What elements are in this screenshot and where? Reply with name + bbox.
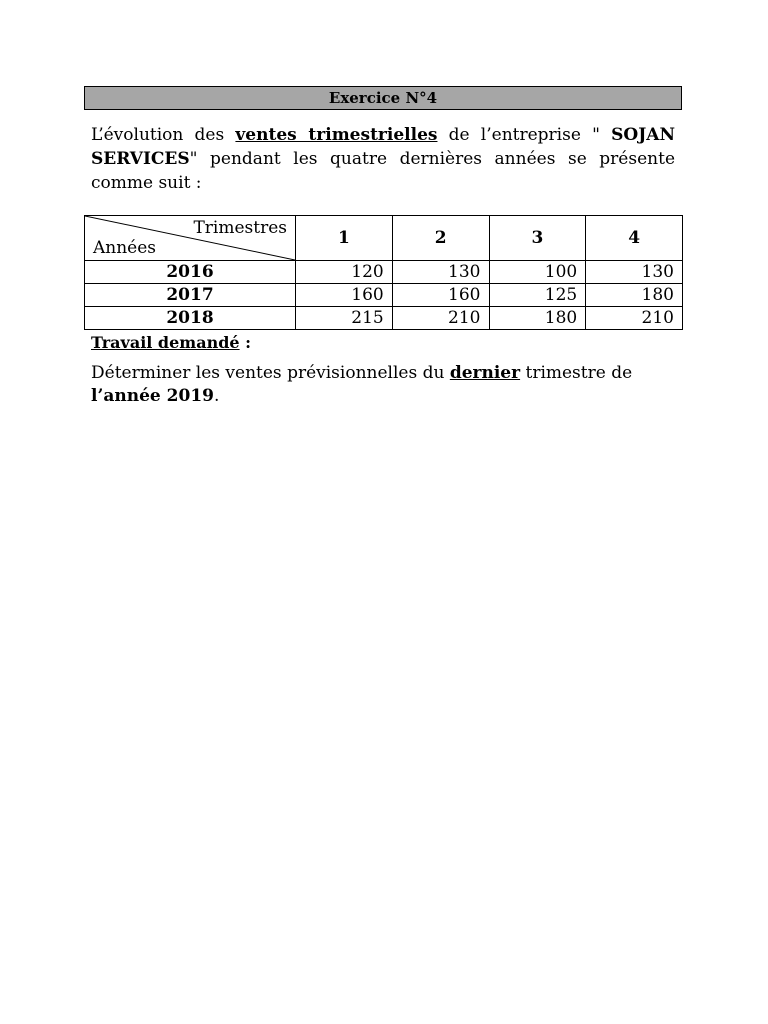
- table-header-row: [85, 216, 683, 261]
- task-text-1: Déterminer les ventes prévisionnelles du: [91, 363, 450, 383]
- value-cell: 130: [586, 261, 683, 284]
- quarter-header-1: 1: [296, 216, 393, 261]
- company-name: SOJAN SERVICES: [91, 125, 675, 169]
- quarter-header-2: 2: [392, 216, 489, 261]
- task-emphasis: dernier: [449, 363, 521, 383]
- value-cell: 180: [489, 307, 586, 330]
- value-cell: 180: [586, 284, 683, 307]
- intro-emphasis: ventes trimestrielles: [235, 125, 438, 145]
- value-cell: 160: [392, 284, 489, 307]
- exercise-title: Exercice N°4: [84, 86, 682, 110]
- value-cell: 100: [489, 261, 586, 284]
- task-heading-colon: :: [239, 333, 252, 352]
- value-cell: 130: [392, 261, 489, 284]
- intro-text-3: " pendant les quatre dernières années se présente comme suit :: [91, 149, 675, 193]
- value-cell: 210: [392, 307, 489, 330]
- value-cell: 125: [489, 284, 586, 307]
- quarter-header-3: 3: [489, 216, 586, 261]
- value-cell: 210: [586, 307, 683, 330]
- task-year: l’année 2019: [91, 386, 214, 406]
- year-cell: 2016: [85, 261, 296, 284]
- corner-label-quarters: Trimestres: [193, 218, 287, 238]
- quarter-header-4: 4: [586, 216, 683, 261]
- table-row: [85, 307, 683, 330]
- task-paragraph: [91, 362, 681, 408]
- year-cell: 2018: [85, 307, 296, 330]
- task-text-2: trimestre de: [520, 363, 633, 383]
- year-cell: 2017: [85, 284, 296, 307]
- corner-label-years: Années: [93, 238, 157, 258]
- value-cell: 215: [296, 307, 393, 330]
- task-end: .: [213, 386, 220, 406]
- task-heading: [91, 333, 251, 352]
- intro-text-1: L’évolution des: [91, 125, 236, 145]
- table-row: [85, 261, 683, 284]
- intro-paragraph: [91, 123, 675, 195]
- sales-table: [84, 215, 683, 330]
- table-corner-cell: [85, 216, 296, 261]
- intro-text-2: de l’entreprise ": [437, 125, 612, 145]
- value-cell: 160: [296, 284, 393, 307]
- task-heading-text: Travail demandé: [91, 333, 240, 352]
- table-row: [85, 284, 683, 307]
- value-cell: 120: [296, 261, 393, 284]
